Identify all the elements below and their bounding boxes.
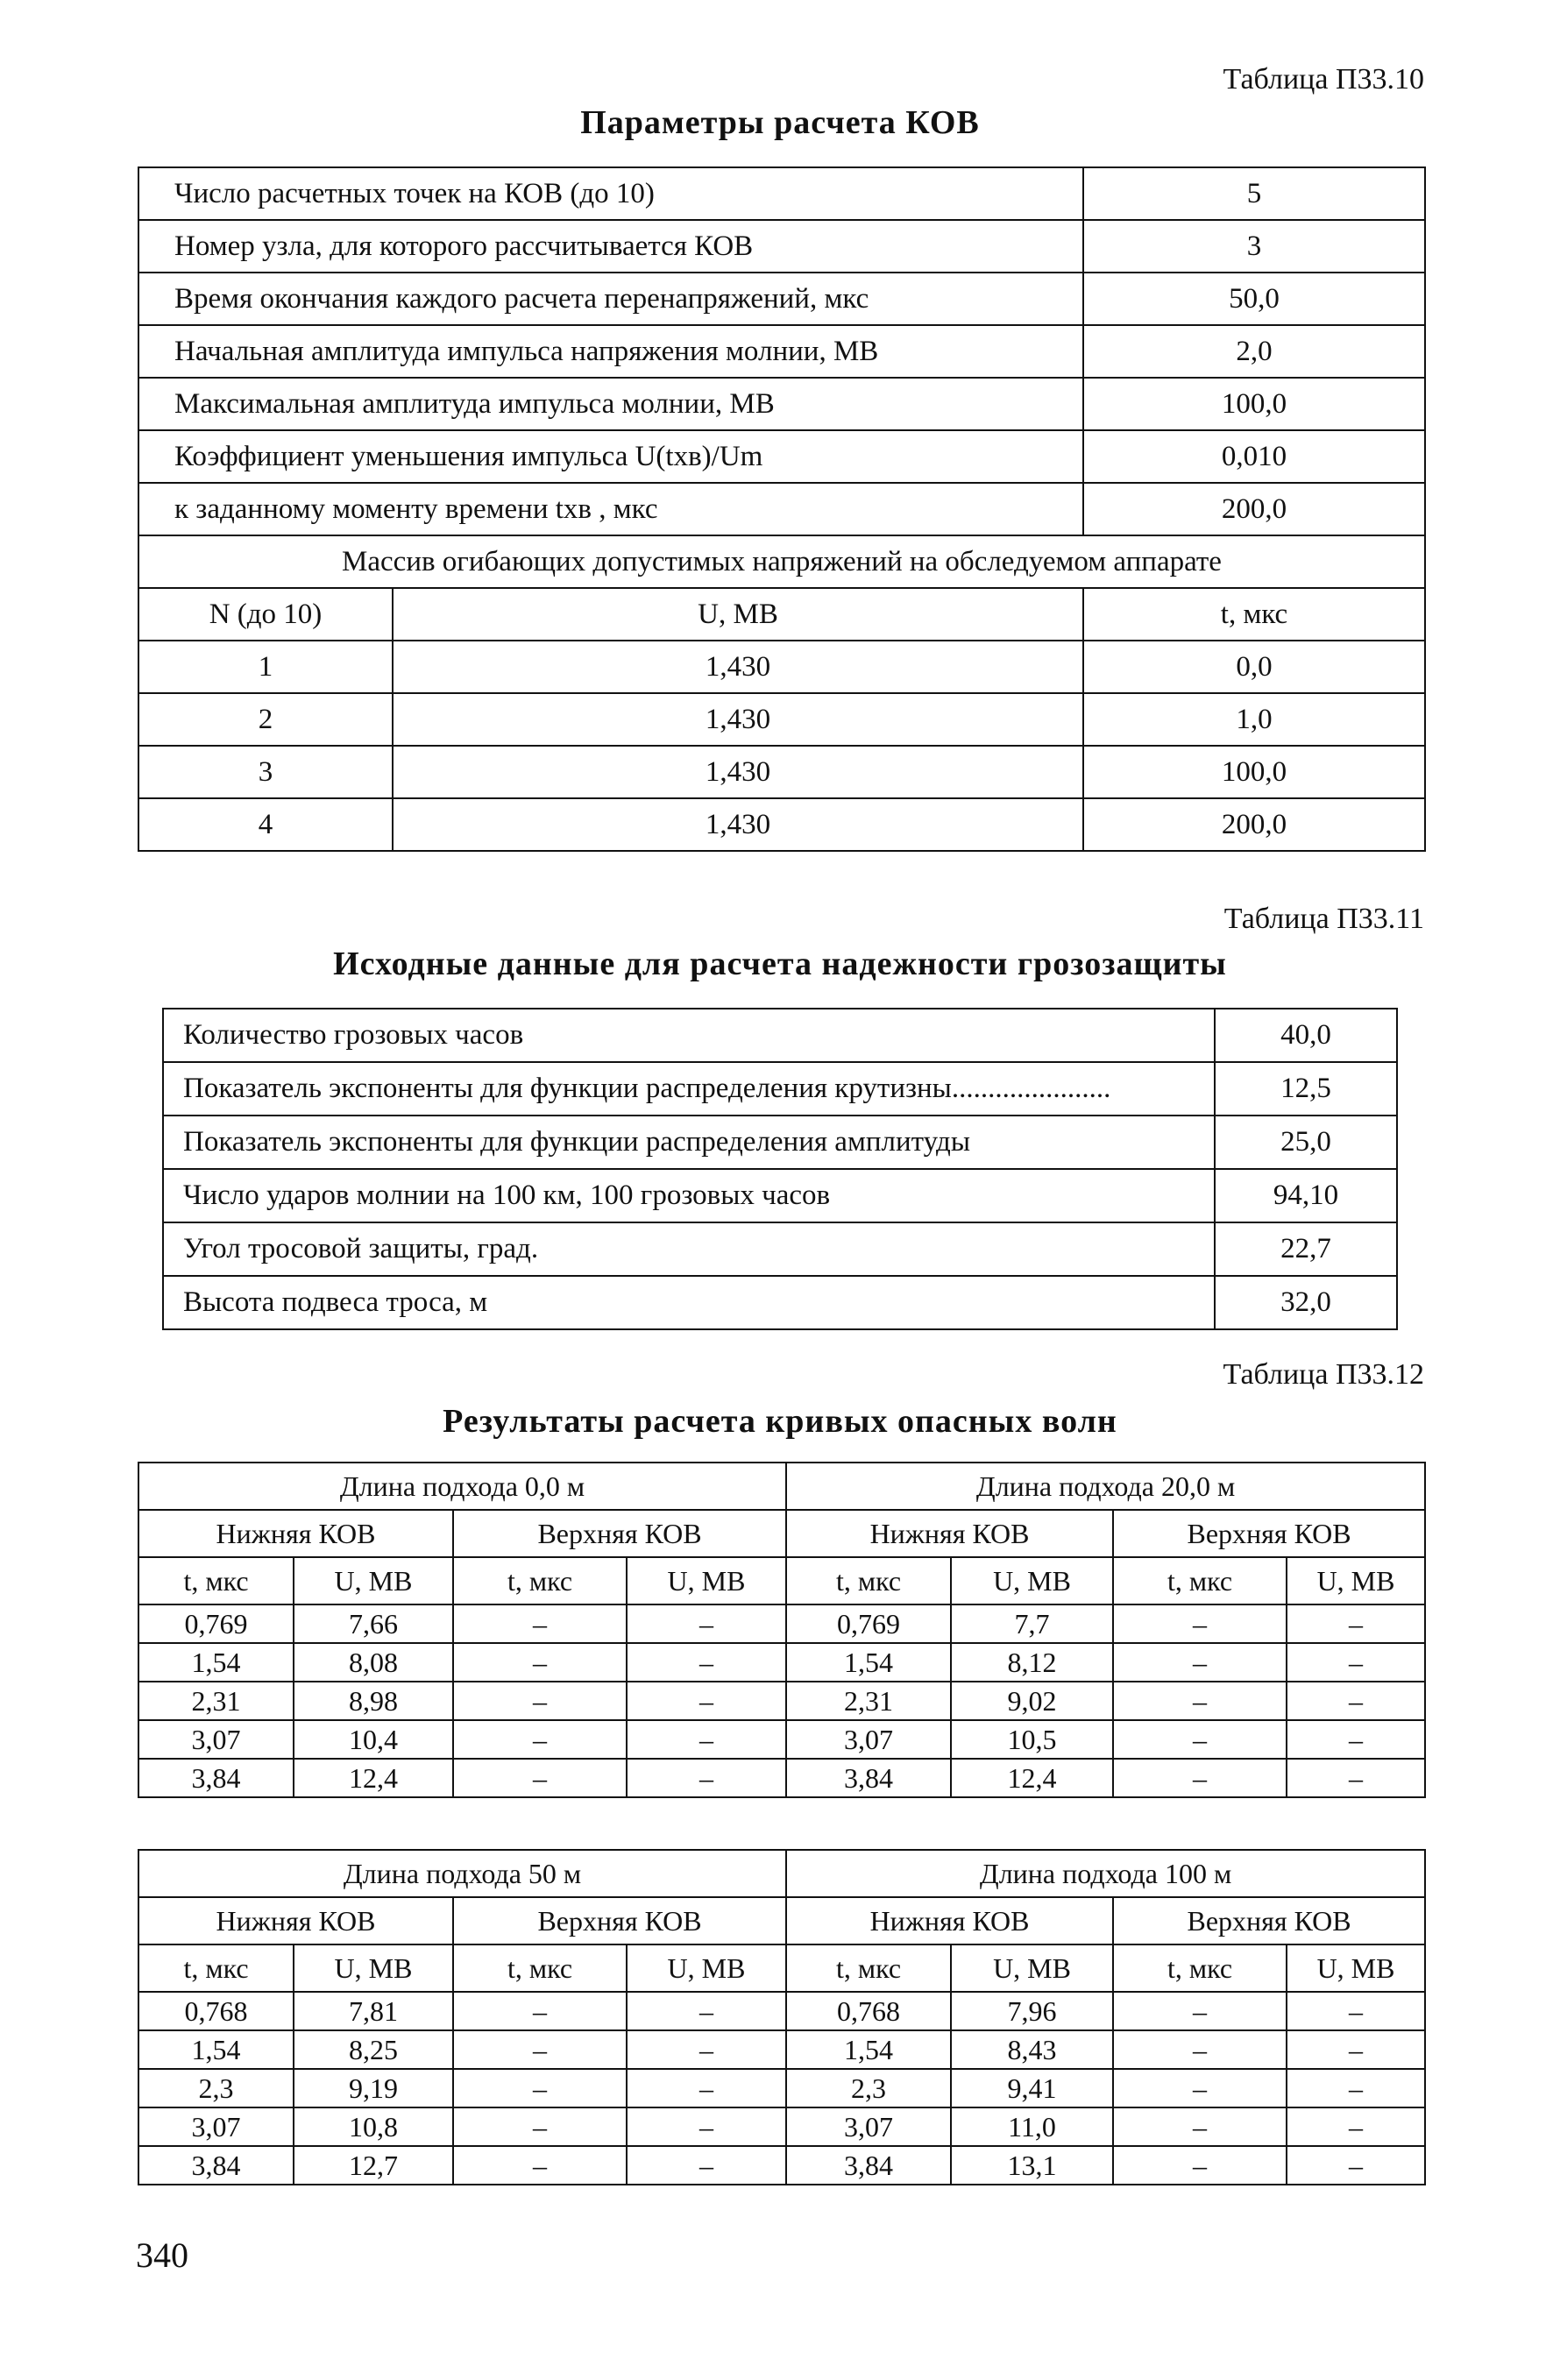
- time-column-header: t, мкс: [453, 1944, 627, 1992]
- kov-cell: –: [1287, 2146, 1425, 2185]
- kov-cell: 2,31: [786, 1682, 951, 1720]
- kov-row: [138, 2107, 1425, 2146]
- kov-row: [138, 1643, 1425, 1682]
- kov-cell: 3,84: [138, 2146, 294, 2185]
- parameter-label: к заданному моменту времени tхв , мкс: [138, 483, 1083, 535]
- kov-cell: 9,41: [951, 2069, 1113, 2107]
- reliability-value: 22,7: [1215, 1222, 1397, 1276]
- array-cell-n: 4: [138, 798, 393, 851]
- reliability-label: Количество грозовых часов: [163, 1009, 1215, 1062]
- kov-cell: 1,54: [786, 2030, 951, 2069]
- approach-length-header: Длина подхода 0,0 м: [138, 1463, 786, 1510]
- time-column-header: t, мкс: [138, 1944, 294, 1992]
- kov-cell: 0,769: [138, 1604, 294, 1643]
- time-column-header: t, мкс: [453, 1557, 627, 1604]
- kov-cell: –: [627, 2030, 786, 2069]
- reliability-row: [163, 1009, 1397, 1062]
- kov-cell: –: [1287, 1992, 1425, 2030]
- kov-cell: –: [1287, 1643, 1425, 1682]
- kov-cell: 2,3: [138, 2069, 294, 2107]
- array-cell-t: 200,0: [1083, 798, 1425, 851]
- parameter-label: Номер узла, для которого рассчитывается КОВ: [138, 220, 1083, 273]
- kov-cell: 2,3: [786, 2069, 951, 2107]
- array-title: Массив огибающих допустимых напряжений на обследуемом аппарате: [138, 535, 1425, 588]
- table1-title: Параметры расчета КОВ: [580, 104, 980, 141]
- kov-cell: 1,54: [138, 1643, 294, 1682]
- kov-cell: 0,768: [138, 1992, 294, 2030]
- kov-cell: 3,07: [786, 1720, 951, 1759]
- parameter-label: Число расчетных точек на КОВ (до 10): [138, 167, 1083, 220]
- kov-row: [138, 1759, 1425, 1797]
- kov-results-block: [138, 1849, 1426, 2185]
- kov-cell: 7,81: [294, 1992, 453, 2030]
- table2-reliability: [162, 1008, 1398, 1330]
- kov-cell: 3,84: [138, 1759, 294, 1797]
- kov-cell: 3,07: [138, 2107, 294, 2146]
- time-column-header: t, мкс: [138, 1557, 294, 1604]
- kov-cell: –: [1287, 2030, 1425, 2069]
- kov-cell: –: [453, 2146, 627, 2185]
- kov-row: [138, 2146, 1425, 2185]
- kov-cell: 7,96: [951, 1992, 1113, 2030]
- kov-cell: –: [627, 2069, 786, 2107]
- kov-cell: 8,98: [294, 1682, 453, 1720]
- kov-cell: –: [1113, 2030, 1287, 2069]
- kov-cell: 2,31: [138, 1682, 294, 1720]
- kov-cell: –: [453, 1604, 627, 1643]
- reliability-row: [163, 1222, 1397, 1276]
- kov-row: [138, 1604, 1425, 1643]
- kov-cell: –: [453, 1682, 627, 1720]
- parameter-value: 0,010: [1083, 430, 1425, 483]
- kov-cell: 13,1: [951, 2146, 1113, 2185]
- kov-cell: –: [1287, 2107, 1425, 2146]
- voltage-column-header: U, МВ: [294, 1557, 453, 1604]
- parameter-value: 3: [1083, 220, 1425, 273]
- voltage-column-header: U, МВ: [294, 1944, 453, 1992]
- lower-kov-header: Нижняя КОВ: [138, 1897, 453, 1944]
- parameter-value: 5: [1083, 167, 1425, 220]
- reliability-label: Показатель экспоненты для функции распределения амплитуды: [163, 1116, 1215, 1169]
- kov-cell: –: [1113, 2107, 1287, 2146]
- kov-cell: 9,19: [294, 2069, 453, 2107]
- array-header-n: N (до 10): [138, 588, 393, 641]
- table1-caption: Таблица П33.10: [1223, 63, 1424, 96]
- array-row: [138, 641, 1425, 693]
- reliability-value: 12,5: [1215, 1062, 1397, 1116]
- table1-parameters: [138, 166, 1426, 852]
- kov-cell: –: [453, 2107, 627, 2146]
- kov-cell: 12,7: [294, 2146, 453, 2185]
- kov-cell: –: [627, 1992, 786, 2030]
- voltage-column-header: U, МВ: [627, 1557, 786, 1604]
- parameter-row: [138, 273, 1425, 325]
- reliability-label: Высота подвеса троса, м: [163, 1276, 1215, 1329]
- parameter-row: [138, 325, 1425, 378]
- array-cell-n: 3: [138, 746, 393, 798]
- kov-cell: 10,4: [294, 1720, 453, 1759]
- array-row: [138, 693, 1425, 746]
- parameter-label: Коэффициент уменьшения импульса U(tхв)/Um: [138, 430, 1083, 483]
- kov-cell: 3,07: [786, 2107, 951, 2146]
- time-column-header: t, мкс: [1113, 1557, 1287, 1604]
- parameter-label: Начальная амплитуда импульса напряжения молнии, МВ: [138, 325, 1083, 378]
- kov-cell: –: [1287, 1720, 1425, 1759]
- kov-cell: –: [453, 1720, 627, 1759]
- array-cell-n: 2: [138, 693, 393, 746]
- kov-cell: 9,02: [951, 1682, 1113, 1720]
- kov-cell: 8,43: [951, 2030, 1113, 2069]
- array-cell-u: 1,430: [393, 746, 1083, 798]
- array-cell-t: 0,0: [1083, 641, 1425, 693]
- approach-length-header: Длина подхода 20,0 м: [786, 1463, 1425, 1510]
- kov-cell: –: [1287, 1604, 1425, 1643]
- kov-cell: –: [627, 1682, 786, 1720]
- reliability-row: [163, 1062, 1397, 1116]
- array-cell-t: 100,0: [1083, 746, 1425, 798]
- kov-cell: 8,25: [294, 2030, 453, 2069]
- kov-cell: –: [1113, 1682, 1287, 1720]
- time-column-header: t, мкс: [1113, 1944, 1287, 1992]
- array-cell-u: 1,430: [393, 641, 1083, 693]
- parameter-row: [138, 167, 1425, 220]
- reliability-label: Показатель экспоненты для функции распределения крутизны......................: [163, 1062, 1215, 1116]
- parameter-row: [138, 378, 1425, 430]
- parameter-row: [138, 483, 1425, 535]
- kov-row: [138, 2069, 1425, 2107]
- kov-cell: 3,84: [786, 2146, 951, 2185]
- kov-cell: –: [1113, 1720, 1287, 1759]
- kov-cell: –: [453, 2069, 627, 2107]
- reliability-label: Число ударов молнии на 100 км, 100 грозовых часов: [163, 1169, 1215, 1222]
- kov-row: [138, 1682, 1425, 1720]
- lower-kov-header: Нижняя КОВ: [786, 1510, 1113, 1557]
- kov-results-block: [138, 1462, 1426, 1798]
- kov-cell: 10,8: [294, 2107, 453, 2146]
- parameter-row: [138, 220, 1425, 273]
- table3-title: Результаты расчета кривых опасных волн: [443, 1403, 1117, 1440]
- voltage-column-header: U, МВ: [627, 1944, 786, 1992]
- reliability-row: [163, 1169, 1397, 1222]
- array-header-u: U, МВ: [393, 588, 1083, 641]
- kov-cell: 12,4: [951, 1759, 1113, 1797]
- reliability-row: [163, 1116, 1397, 1169]
- kov-cell: –: [1287, 1682, 1425, 1720]
- voltage-column-header: U, МВ: [1287, 1944, 1425, 1992]
- kov-cell: –: [627, 1759, 786, 1797]
- kov-cell: –: [1113, 1643, 1287, 1682]
- upper-kov-header: Верхняя КОВ: [1113, 1510, 1425, 1557]
- kov-cell: 1,54: [138, 2030, 294, 2069]
- upper-kov-header: Верхняя КОВ: [453, 1897, 786, 1944]
- kov-cell: –: [1113, 1604, 1287, 1643]
- time-column-header: t, мкс: [786, 1944, 951, 1992]
- reliability-value: 40,0: [1215, 1009, 1397, 1062]
- time-column-header: t, мкс: [786, 1557, 951, 1604]
- table2-caption: Таблица П33.11: [1223, 903, 1424, 935]
- reliability-value: 94,10: [1215, 1169, 1397, 1222]
- kov-cell: –: [453, 1759, 627, 1797]
- lower-kov-header: Нижняя КОВ: [786, 1897, 1113, 1944]
- parameter-value: 2,0: [1083, 325, 1425, 378]
- kov-cell: 0,768: [786, 1992, 951, 2030]
- voltage-column-header: U, МВ: [951, 1944, 1113, 1992]
- kov-row: [138, 2030, 1425, 2069]
- kov-cell: –: [627, 1643, 786, 1682]
- approach-length-header: Длина подхода 100 м: [786, 1850, 1425, 1897]
- reliability-label: Угол тросовой защиты, град.: [163, 1222, 1215, 1276]
- parameter-value: 100,0: [1083, 378, 1425, 430]
- table3-caption: Таблица П33.12: [1223, 1358, 1424, 1391]
- array-cell-u: 1,430: [393, 693, 1083, 746]
- lower-kov-header: Нижняя КОВ: [138, 1510, 453, 1557]
- kov-cell: –: [1113, 2146, 1287, 2185]
- parameter-label: Время окончания каждого расчета перенапряжений, мкс: [138, 273, 1083, 325]
- kov-cell: 12,4: [294, 1759, 453, 1797]
- kov-cell: 1,54: [786, 1643, 951, 1682]
- array-row: [138, 746, 1425, 798]
- kov-cell: –: [627, 2146, 786, 2185]
- kov-cell: 8,08: [294, 1643, 453, 1682]
- kov-row: [138, 1992, 1425, 2030]
- kov-cell: –: [1287, 1759, 1425, 1797]
- kov-cell: 3,07: [138, 1720, 294, 1759]
- reliability-value: 25,0: [1215, 1116, 1397, 1169]
- kov-cell: 3,84: [786, 1759, 951, 1797]
- parameter-value: 200,0: [1083, 483, 1425, 535]
- kov-cell: 10,5: [951, 1720, 1113, 1759]
- upper-kov-header: Верхняя КОВ: [453, 1510, 786, 1557]
- kov-cell: –: [627, 2107, 786, 2146]
- kov-cell: 11,0: [951, 2107, 1113, 2146]
- kov-cell: –: [453, 2030, 627, 2069]
- kov-cell: –: [1113, 2069, 1287, 2107]
- kov-cell: –: [1287, 2069, 1425, 2107]
- voltage-column-header: U, МВ: [951, 1557, 1113, 1604]
- kov-cell: 7,66: [294, 1604, 453, 1643]
- array-row: [138, 798, 1425, 851]
- kov-cell: –: [1113, 1759, 1287, 1797]
- reliability-value: 32,0: [1215, 1276, 1397, 1329]
- kov-cell: –: [453, 1992, 627, 2030]
- array-cell-t: 1,0: [1083, 693, 1425, 746]
- table2-title: Исходные данные для расчета надежности грозозащиты: [333, 946, 1227, 982]
- upper-kov-header: Верхняя КОВ: [1113, 1897, 1425, 1944]
- parameter-label: Максимальная амплитуда импульса молнии, МВ: [138, 378, 1083, 430]
- reliability-row: [163, 1276, 1397, 1329]
- kov-cell: –: [453, 1643, 627, 1682]
- parameter-value: 50,0: [1083, 273, 1425, 325]
- kov-cell: –: [1113, 1992, 1287, 2030]
- approach-length-header: Длина подхода 50 м: [138, 1850, 786, 1897]
- array-cell-n: 1: [138, 641, 393, 693]
- voltage-column-header: U, МВ: [1287, 1557, 1425, 1604]
- kov-cell: –: [627, 1604, 786, 1643]
- kov-cell: 0,769: [786, 1604, 951, 1643]
- page-number: 340: [136, 2235, 188, 2275]
- kov-row: [138, 1720, 1425, 1759]
- array-cell-u: 1,430: [393, 798, 1083, 851]
- parameter-row: [138, 430, 1425, 483]
- kov-cell: 8,12: [951, 1643, 1113, 1682]
- kov-cell: –: [627, 1720, 786, 1759]
- kov-cell: 7,7: [951, 1604, 1113, 1643]
- array-header-t: t, мкс: [1083, 588, 1425, 641]
